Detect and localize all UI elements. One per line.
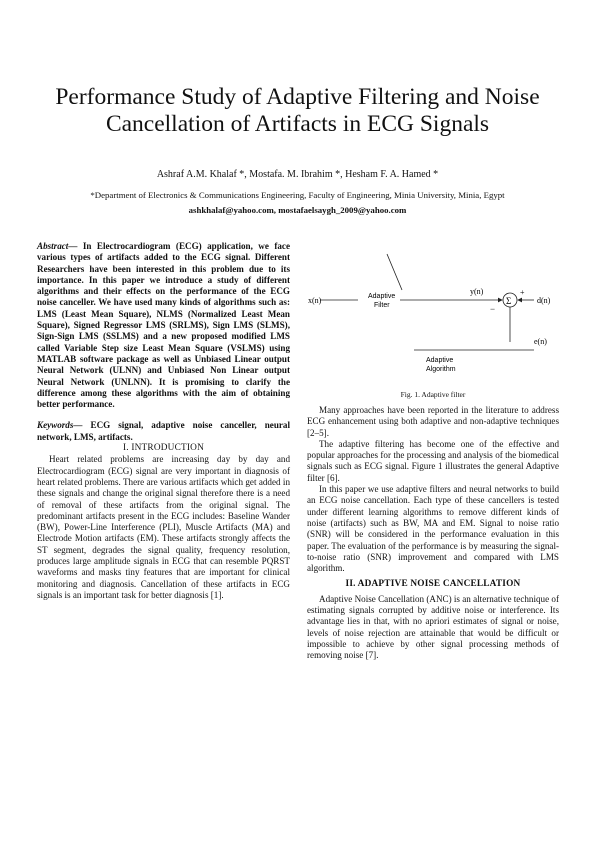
- right-column: [307, 405, 559, 662]
- author-list: Ashraf A.M. Khalaf *, Mostafa. M. Ibrahim *, Hesham F. A. Hamed *: [156, 169, 439, 180]
- affiliation: *Department of Electronics & Communications Engineering, Faculty of Engineering, Minia University, Minia, Egypt: [90, 190, 505, 200]
- section-heading-introduction: I. INTRODUCTION: [123, 443, 204, 454]
- abstract-text: In Electrocardiogram (ECG) application, we face various types of artifacts added to the ECG signal. Different Researchers have been interested in this problem due to its importance. In this paper we introduce a study of different algorithms and their effects on the performance of the ECG noise canceller. We have used many kinds of algorithms such as: LMS (Least Mean Square), NLMS (Normalized Least Mean Square), Signed Regressor LMS (SRLMS), Sign LMS (SLMS), Sign-Sign LMS (SSLMS) and a new proposed modified LMS called Variable Step size Least Mean Square (VSLMS) using MATLAB software package as well as Unbiased Linear output Neural Network (ULNN) and Unbiased Non Linear output Neural Network (UNLNN). It is promising to clarify the difference among these algorithms with the aim of obtaining better performance.: [37, 241, 290, 410]
- algorithm-label-line2: Algorithm: [426, 366, 456, 373]
- right-paragraph-1: Many approaches have been reported in the literature to address ECG enhancement using both adaptive and non-adaptive techniques [2–5].: [307, 405, 559, 438]
- output-label: y(n): [470, 287, 484, 296]
- algorithm-label-line1: Adaptive: [426, 357, 454, 364]
- anc-paragraph: Adaptive Noise Cancellation (ANC) is an alternative technique of estimating signals corrupted by additive noise or interference. Its advantage lies in that, with no apriori estimates of signal or noise, levels of noise rejection are attainable that would be difficult or impossible to achieve by other signal processing methods of removing noise [7].: [307, 593, 559, 661]
- author-emails: ashkhalaf@yahoo.com, mostafaelsaygh_2009@yahoo.com: [188, 205, 407, 215]
- input-label: x(n): [308, 296, 322, 305]
- filter-label-line2: Filter: [374, 302, 390, 309]
- figure-caption: Fig. 1. Adaptive filter: [400, 390, 466, 399]
- right-paragraph-3: In this paper we use adaptive filters and neural networks to build an ECG noise cancellation. Each type of these cancellers is tested under different learning algorithms to remove different kinds of noise (artifacts) such as BW, MA and EM. Signal to noise ratio (SNR) will be considered in the performance evaluation in this paper. The evaluation of the performance is by measuring the signal-to-noise ratio (SNR) improvement and compared with LMS algorithm.: [307, 484, 559, 574]
- abstract-label: Abstract—: [37, 241, 78, 251]
- minus-sign: −: [490, 304, 496, 314]
- error-label: e(n): [534, 337, 547, 346]
- paper-title: Performance Study of Adaptive Filtering and Noise Cancellation of Artifacts in ECG Signals: [55, 84, 540, 137]
- keywords-label: Keywords—: [37, 420, 83, 431]
- abstract: [37, 241, 290, 410]
- keywords-text: ECG signal, adaptive noise canceller, neural network, LMS, artifacts.: [37, 420, 290, 442]
- intro-paragraph: Heart related problems are increasing day by day and Electrocardiogram (ECG) signal are very important in diagnosis of heart related problems. There are various artifacts which get added in these signals and change the original signal therefore there is a need of removal of these artifacts from the original signal. The predominant artifacts present in the ECG includes: Baseline Wander (BW), Power-Line Interference (PLI), Muscle Artifacts (MA) and Electrode Motion artifacts (EM). These artifacts strongly affects the ST segment, degrades the signal quality, frequency resolution, produces large amplitude signals in ECG that can resemble PQRST waveforms and masks tiny features that are important for clinical monitoring and diagnosis. Cancellation of these artifacts in ECG signals is an important task for better diagnosis [1].: [37, 454, 290, 600]
- filter-label-line1: Adaptive: [368, 293, 396, 300]
- diagonal-adapt-line: [387, 254, 402, 290]
- sum-symbol: Σ: [506, 296, 512, 306]
- left-column: [37, 241, 290, 601]
- right-paragraph-2: The adaptive filtering has become one of the effective and popular approaches for the processing and analysis of the biomedical signals such as ECG signal. Figure 1 illustrates the general Adaptive filter [6].: [307, 438, 559, 483]
- keywords: [37, 420, 290, 443]
- desired-label: d(n): [537, 296, 551, 305]
- section-heading-anc: II. ADAPTIVE NOISE CANCELLATION: [345, 579, 521, 590]
- plus-sign: +: [520, 288, 525, 297]
- adaptive-filter-diagram: [302, 238, 564, 400]
